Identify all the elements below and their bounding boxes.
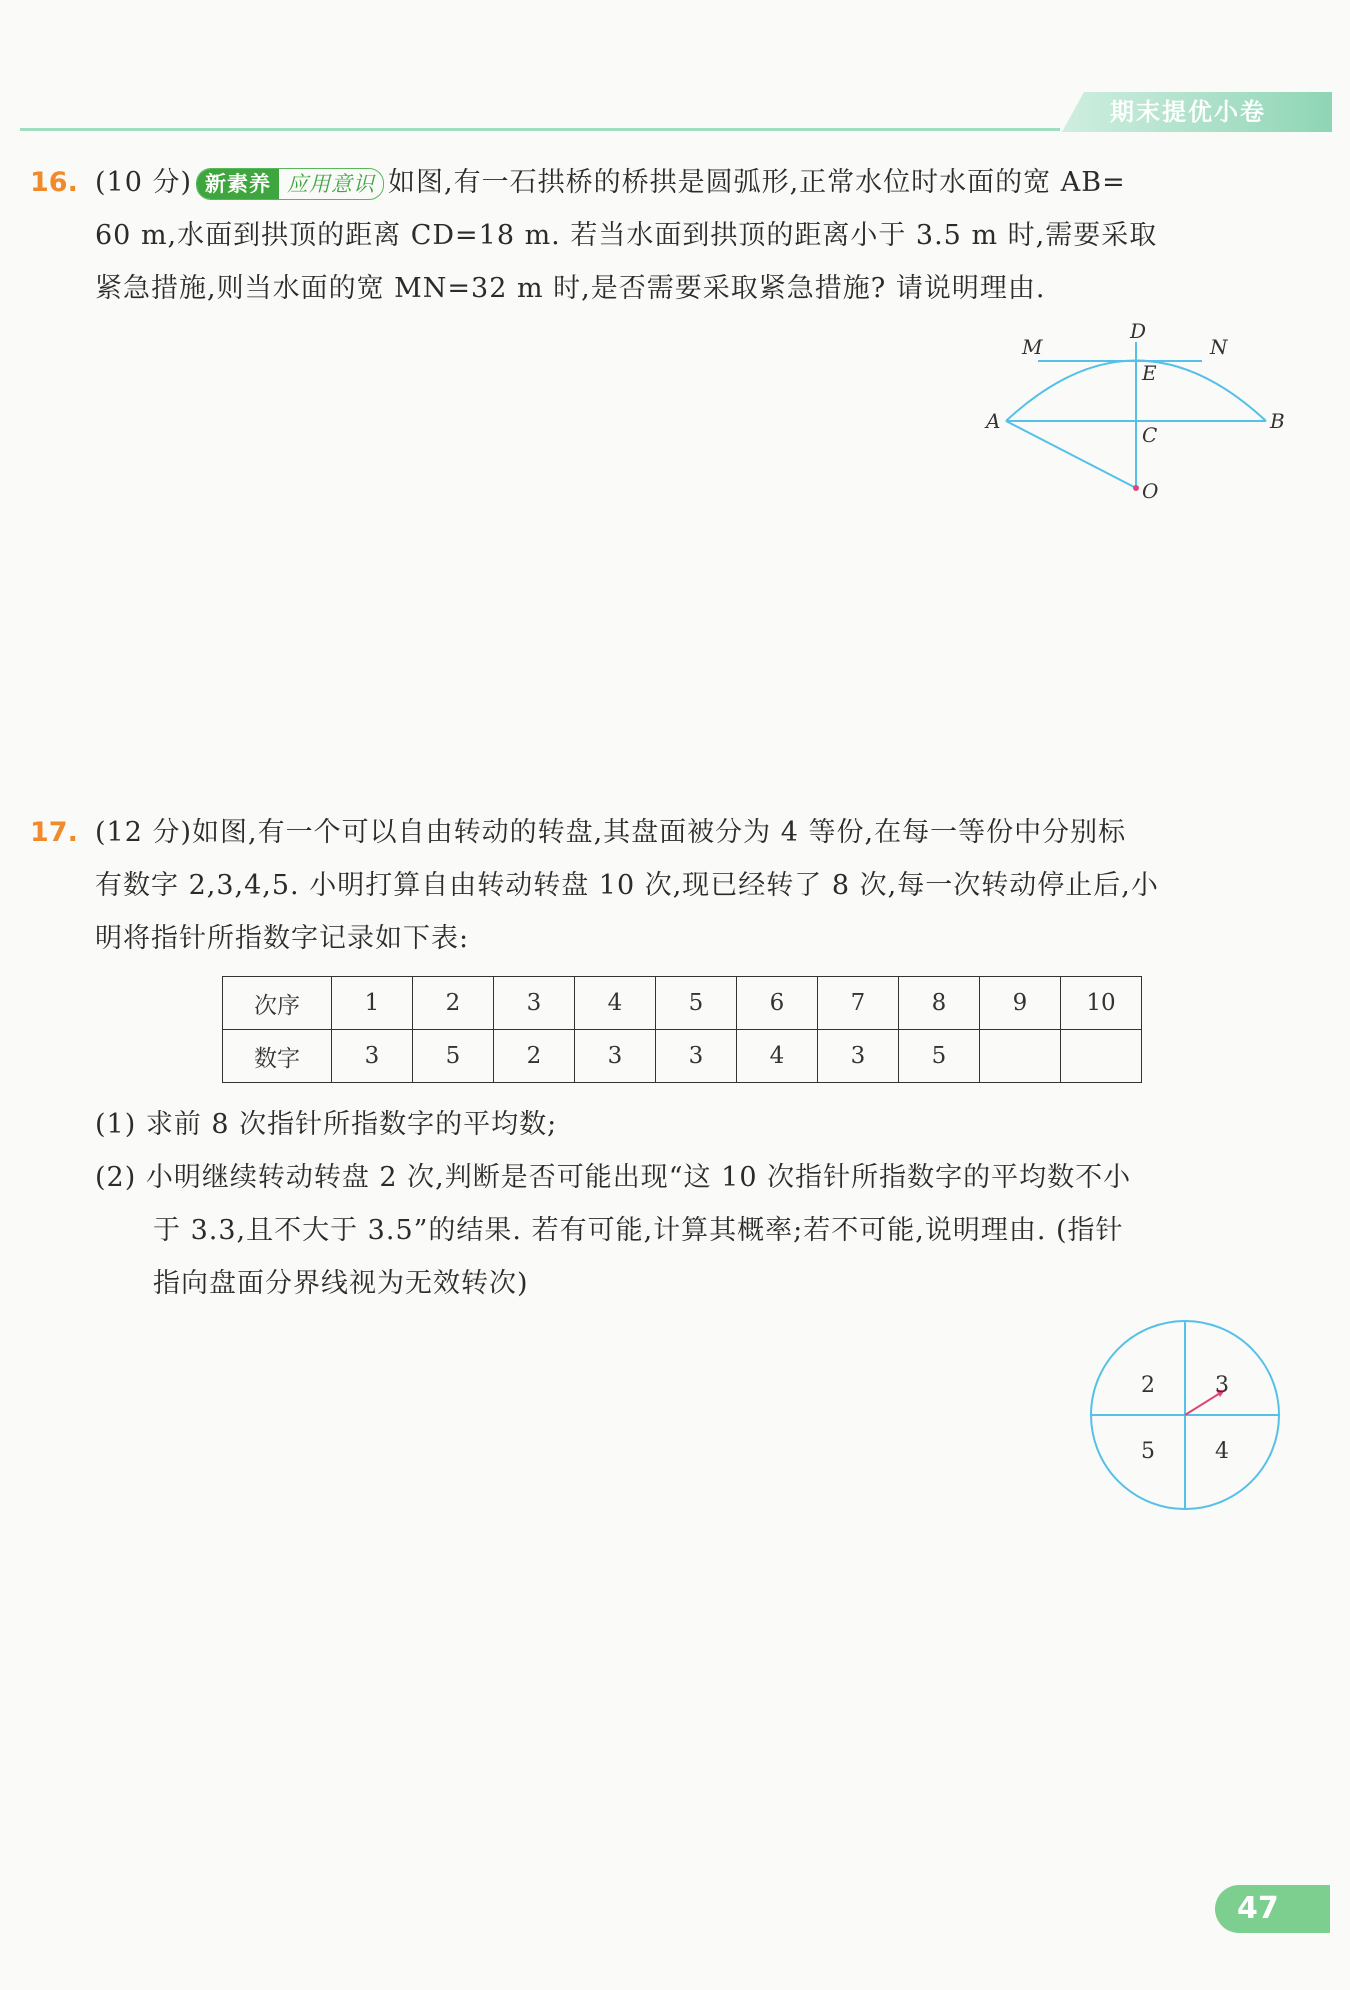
label-a: A [986, 409, 1001, 433]
table-header-number: 数字 [223, 1030, 332, 1083]
q16-line1-text: 如图,有一石拱桥的桥拱是圆弧形,正常水位时水面的宽 AB= [388, 167, 1126, 198]
table-cell: 3 [818, 1030, 899, 1083]
table-cell: 5 [656, 977, 737, 1030]
q16-badge-sub: 应用意识 [287, 171, 376, 196]
table-cell: 3 [575, 1030, 656, 1083]
label-o: O [1142, 479, 1159, 503]
table-header-order: 次序 [223, 977, 332, 1030]
spinner-label-4: 4 [1215, 1439, 1229, 1464]
q17-part2-line2: 于 3.3,且不大于 3.5”的结果. 若有可能,计算其概率;若不可能,说明理由. (指针 [153, 1215, 1124, 1246]
table-cell: 4 [737, 1030, 818, 1083]
spinner-label-2: 2 [1141, 1373, 1155, 1398]
page-number-badge [1215, 1885, 1330, 1933]
q16-line2: 60 m,水面到拱顶的距离 CD=18 m. 若当水面到拱顶的距离小于 3.5 m 时,需要采取 [95, 220, 1158, 251]
label-c: C [1142, 423, 1158, 447]
page-number: 47 [1237, 1891, 1279, 1926]
table-cell: 10 [1061, 977, 1142, 1030]
q16-badge [196, 168, 384, 200]
table-cell: 3 [494, 977, 575, 1030]
label-e: E [1142, 361, 1157, 385]
table-cell: 2 [413, 977, 494, 1030]
q17-line1: (12 分)如图,有一个可以自由转动的转盘,其盘面被分为 4 等份,在每一等份中分别标 [95, 817, 1127, 848]
label-d: D [1130, 320, 1147, 343]
spinner-label-3: 3 [1215, 1373, 1229, 1398]
q16-score: (10 分) [95, 167, 193, 198]
q16-text [95, 156, 1280, 315]
q17-number: 17. [30, 817, 78, 848]
table-cell: 3 [332, 1030, 413, 1083]
table-cell: 6 [737, 977, 818, 1030]
table-cell: 5 [899, 1030, 980, 1083]
spinner-label-5: 5 [1141, 1439, 1155, 1464]
q17-part2-line3: 指向盘面分界线视为无效转次) [153, 1268, 529, 1299]
spinner-figure [1080, 1310, 1290, 1520]
point-o [1133, 485, 1139, 491]
q16-arch-figure [980, 320, 1290, 510]
q16-line3: 紧急措施,则当水面的宽 MN=32 m 时,是否需要采取紧急措施? 请说明理由. [95, 273, 1046, 304]
table-row-number [223, 1030, 1142, 1083]
table-cell: 8 [899, 977, 980, 1030]
record-table [222, 976, 1142, 1083]
label-b: B [1270, 409, 1285, 433]
table-cell: 1 [332, 977, 413, 1030]
table-cell: 9 [980, 977, 1061, 1030]
table-cell: 2 [494, 1030, 575, 1083]
table-cell: 7 [818, 977, 899, 1030]
table-cell: 3 [656, 1030, 737, 1083]
table-cell [1061, 1030, 1142, 1083]
table-cell [980, 1030, 1061, 1083]
q17-part2-line1: (2) 小明继续转动转盘 2 次,判断是否可能出现“这 10 次指针所指数字的平均数不小 [95, 1162, 1132, 1193]
header-title: 期末提优小卷 [1110, 98, 1266, 126]
table-cell: 4 [575, 977, 656, 1030]
line-ao [1006, 421, 1136, 488]
table-row-order [223, 977, 1142, 1030]
q17-line3: 明将指针所指数字记录如下表: [95, 923, 470, 954]
q17-text [95, 806, 1280, 965]
q16-line1 [95, 156, 1280, 209]
label-n: N [1210, 335, 1228, 359]
q17-part1: (1) 求前 8 次指针所指数字的平均数; [95, 1109, 558, 1140]
label-m: M [1022, 335, 1043, 359]
q16-number: 16. [30, 167, 78, 198]
table-cell: 5 [413, 1030, 494, 1083]
q17-line2: 有数字 2,3,4,5. 小明打算自由转动转盘 10 次,现已经转了 8 次,每一次转动停止后,小 [95, 870, 1159, 901]
header-rule [20, 128, 1060, 131]
q16-badge-main: 新素养 [197, 169, 279, 199]
